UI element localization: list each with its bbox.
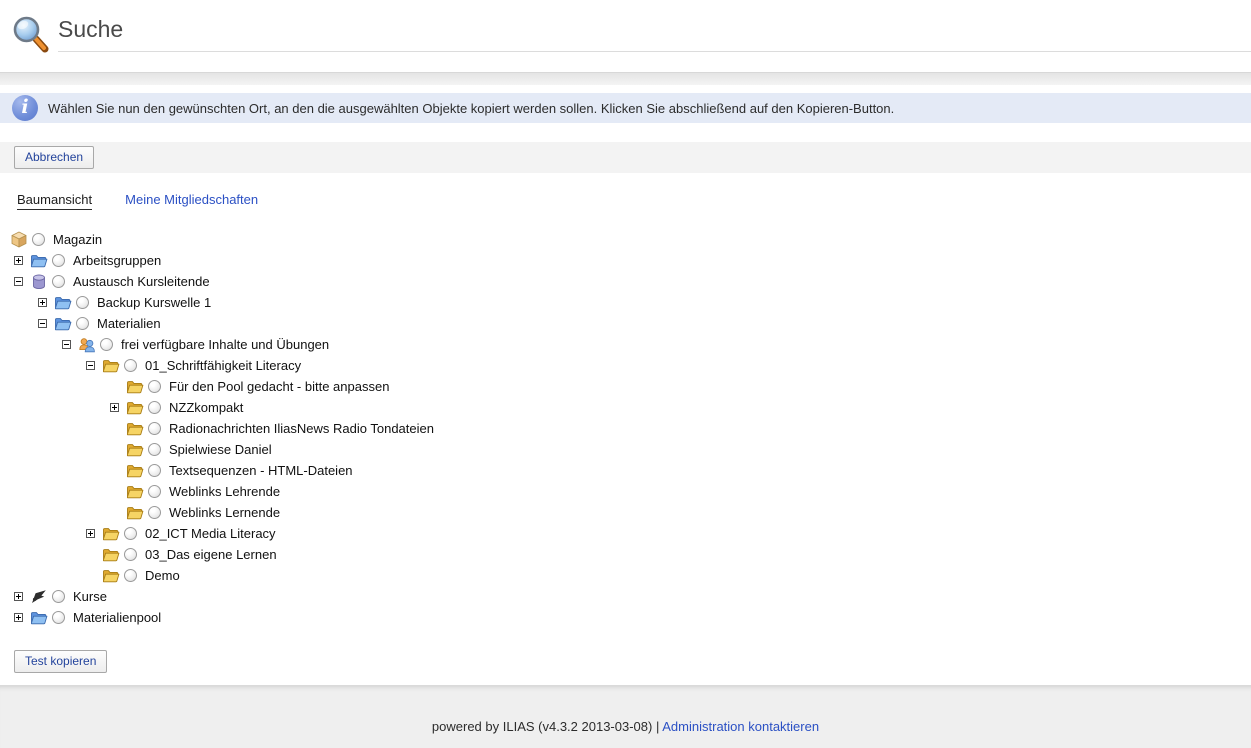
action-toolbar — [0, 142, 1251, 173]
tree-item-label: frei verfügbare Inhalte und Übungen — [121, 337, 330, 352]
search-icon — [10, 14, 50, 54]
tree-row — [0, 355, 1251, 376]
tree-row — [0, 397, 1251, 418]
tree-item-radio[interactable] — [148, 380, 161, 393]
tree-item-radio[interactable] — [76, 317, 89, 330]
tree-item-radio[interactable] — [52, 611, 65, 624]
tree-row — [0, 313, 1251, 334]
tree-item-label: Weblinks Lehrende — [169, 484, 281, 499]
tree-item-label: Spielwiese Daniel — [169, 442, 272, 457]
tree-item-radio[interactable] — [124, 548, 137, 561]
powered-by-text: powered by ILIAS (v4.3.2 2013-03-08) — [431, 719, 653, 734]
tree-row — [0, 376, 1251, 397]
page-header — [0, 0, 1251, 72]
tree-item-label: Backup Kurswelle 1 — [97, 295, 212, 310]
tree-item-label: Demo — [145, 568, 180, 583]
tree-item-radio[interactable] — [52, 590, 65, 603]
tree-row — [0, 439, 1251, 460]
tab-my-memberships[interactable]: Meine Mitgliedschaften — [125, 192, 259, 207]
minus-box-icon[interactable] — [86, 361, 102, 370]
tree-row — [0, 292, 1251, 313]
tree-item-radio[interactable] — [124, 569, 137, 582]
tree-row — [0, 586, 1251, 607]
folder-icon — [30, 252, 48, 270]
tree-row — [0, 460, 1251, 481]
tree-item-radio[interactable] — [148, 485, 161, 498]
tree-item-label: NZZkompakt — [169, 400, 244, 415]
tree-item-radio[interactable] — [52, 275, 65, 288]
cancel-button[interactable]: Abbrechen — [14, 146, 94, 169]
folder-icon — [126, 399, 144, 417]
cube-icon — [10, 231, 28, 249]
info-message-text: Wählen Sie nun den gewünschten Ort, an den die ausgewählten Objekte kopiert werden sollen. Klicken Sie abschließend auf den Kopieren-Button. — [48, 100, 895, 116]
tree-item-label: 01_Schriftfähigkeit Literacy — [145, 358, 302, 373]
info-icon: i — [12, 95, 38, 121]
page-footer — [0, 685, 1251, 748]
tree-item-radio[interactable] — [148, 401, 161, 414]
info-message-bar — [0, 93, 1251, 123]
database-icon — [30, 273, 48, 291]
folder-icon — [102, 525, 120, 543]
folder-icon — [30, 609, 48, 627]
tree-item-radio[interactable] — [148, 506, 161, 519]
plus-box-icon[interactable] — [110, 403, 126, 412]
tree-row — [0, 271, 1251, 292]
tree-item-label: Austausch Kursleitende — [73, 274, 210, 289]
folder-icon — [102, 546, 120, 564]
folder-icon — [126, 483, 144, 501]
plus-box-icon[interactable] — [14, 256, 30, 265]
tree-item-radio[interactable] — [124, 527, 137, 540]
view-tabs — [17, 192, 1251, 210]
tab-tree-view[interactable]: Baumansicht — [17, 192, 92, 210]
folder-icon — [126, 462, 144, 480]
tree-item-label: 02_ICT Media Literacy — [145, 526, 276, 541]
group-icon — [78, 336, 96, 354]
footer-separator: | — [655, 719, 660, 734]
folder-icon — [54, 315, 72, 333]
tree-item-radio[interactable] — [100, 338, 113, 351]
minus-box-icon[interactable] — [14, 277, 30, 286]
tree-item-label: Weblinks Lernende — [169, 505, 281, 520]
title-underline — [58, 14, 1251, 52]
tree-row — [0, 481, 1251, 502]
tree-row — [0, 607, 1251, 628]
copy-action-area — [14, 650, 1251, 673]
tree — [0, 229, 1251, 628]
folder-icon — [102, 567, 120, 585]
page-title: Suche — [58, 16, 124, 42]
minus-box-icon[interactable] — [62, 340, 78, 349]
plus-box-icon[interactable] — [38, 298, 54, 307]
folder-icon — [102, 357, 120, 375]
tree-row — [0, 334, 1251, 355]
tree-row — [0, 502, 1251, 523]
tree-item-label: 03_Das eigene Lernen — [145, 547, 277, 562]
tree-row — [0, 544, 1251, 565]
tree-item-radio[interactable] — [76, 296, 89, 309]
tree-row — [0, 523, 1251, 544]
plus-box-icon[interactable] — [86, 529, 102, 538]
tree-item-label: Materialien — [97, 316, 161, 331]
tree-item-label: Arbeitsgruppen — [73, 253, 162, 268]
tree-item-radio[interactable] — [52, 254, 65, 267]
tree-item-label: Für den Pool gedacht - bitte anpassen — [169, 379, 390, 394]
folder-icon — [54, 294, 72, 312]
minus-box-icon[interactable] — [38, 319, 54, 328]
course-icon — [30, 588, 48, 606]
tree-row — [0, 229, 1251, 250]
tree-row — [0, 565, 1251, 586]
tree-item-label: Magazin — [53, 232, 103, 247]
folder-icon — [126, 504, 144, 522]
tree-item-radio[interactable] — [32, 233, 45, 246]
tree-row — [0, 418, 1251, 439]
header-separator-band — [0, 72, 1251, 85]
tree-item-label: Radionachrichten IliasNews Radio Tondateien — [169, 421, 434, 436]
folder-icon — [126, 378, 144, 396]
tree-row — [0, 250, 1251, 271]
tree-item-label: Textsequenzen - HTML-Dateien — [169, 463, 353, 478]
copy-button[interactable]: Test kopieren — [14, 650, 107, 673]
tree-item-radio[interactable] — [124, 359, 137, 372]
folder-icon — [126, 441, 144, 459]
tree-item-label: Kurse — [73, 589, 107, 604]
folder-icon — [126, 420, 144, 438]
tree-item-radio[interactable] — [148, 422, 161, 435]
tree-item-radio[interactable] — [148, 464, 161, 477]
plus-box-icon[interactable] — [14, 613, 30, 622]
tree-item-label: Materialienpool — [73, 610, 162, 625]
plus-box-icon[interactable] — [14, 592, 30, 601]
tree-item-radio[interactable] — [148, 443, 161, 456]
contact-administration-link[interactable]: Administration kontaktieren — [662, 719, 820, 734]
